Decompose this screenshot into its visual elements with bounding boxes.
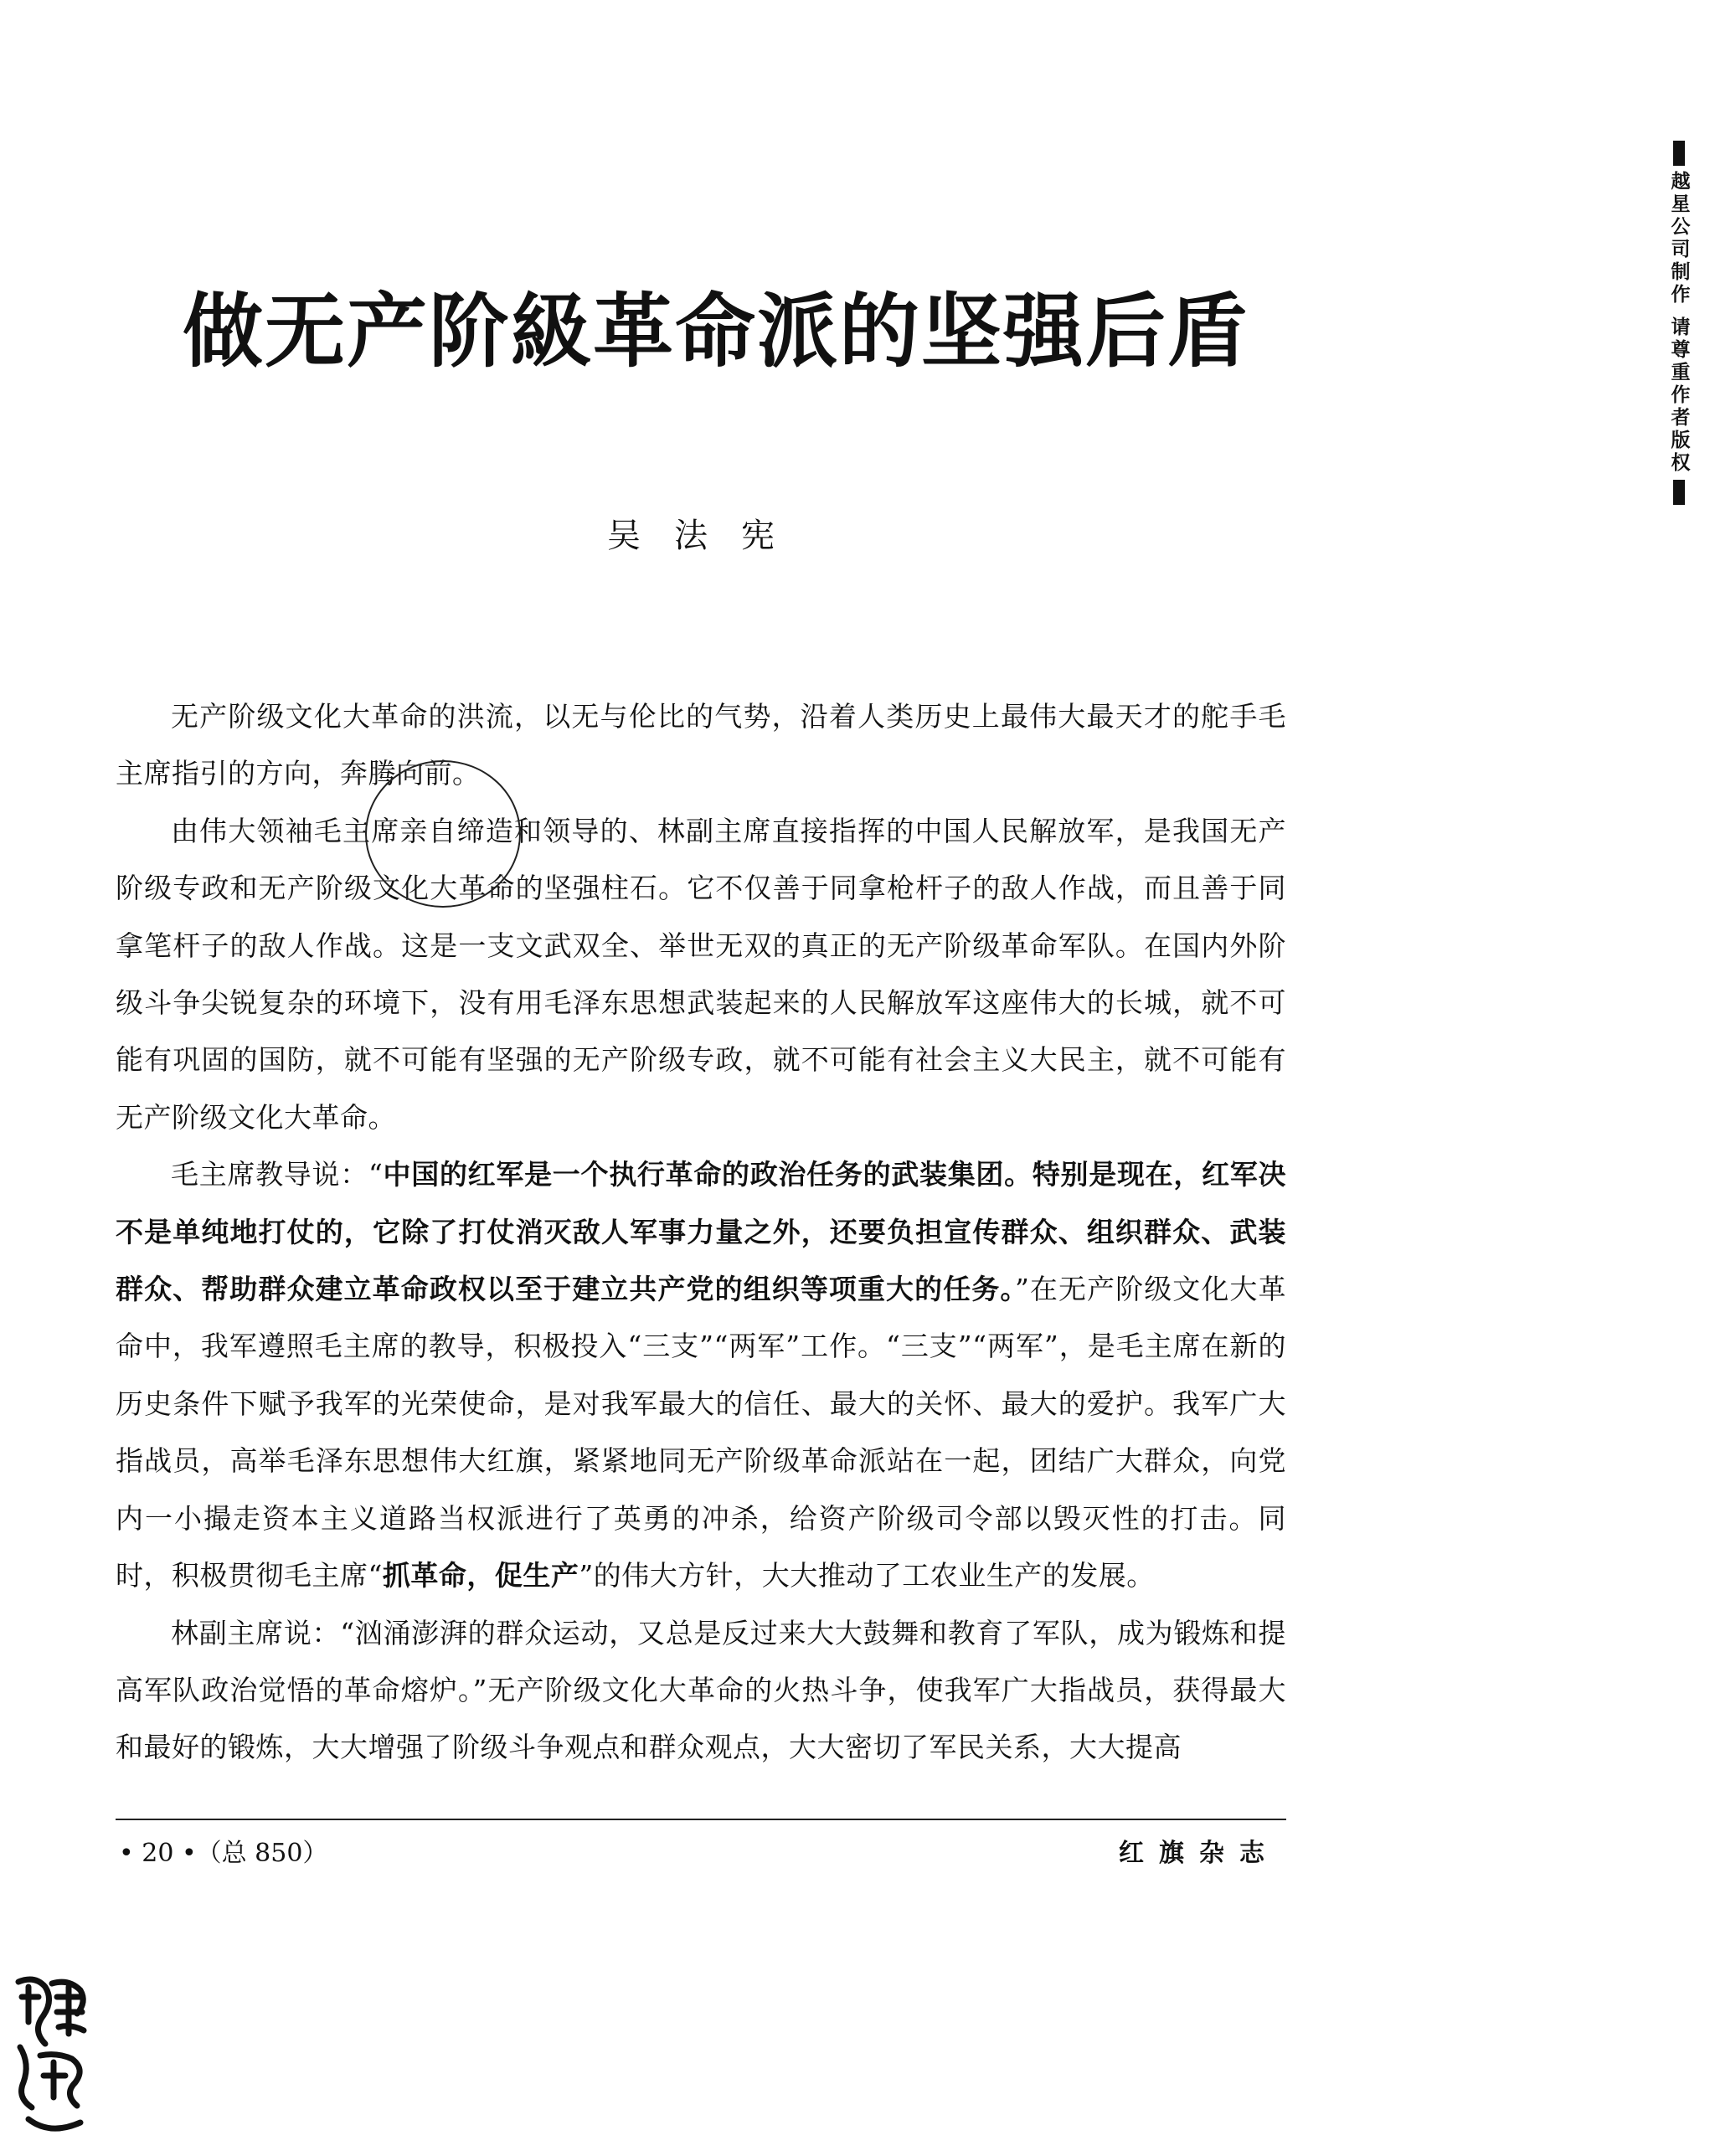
paragraph-1: 无产阶级文化大革命的洪流，以无与伦比的气势，沿着人类历史上最伟大最天才的舵手毛主席指引的方向，奔腾向前。: [116, 700, 1286, 790]
side-copyright-notice: [1662, 141, 1696, 505]
side-bar-bottom: [1673, 480, 1685, 505]
footer-rule: [116, 1819, 1286, 1820]
handwritten-circle-mark: [365, 760, 521, 908]
paragraph-4: 林副主席说：“汹涌澎湃的群众运动，又总是反过来大大鼓舞和教育了军队，成为锻炼和提高军队政治觉悟的革命熔炉。”无产阶级文化大革命的火热斗争，使我军广大指战员，获得最大和最好的锻炼，大大增强了阶级斗争观点和群众观点，大大密切了军民关系，大大提高: [116, 1616, 1286, 1764]
journal-name: 红旗杂志: [1119, 1839, 1280, 1868]
mao-quote: 中国的红军是一个执行革命的政治任务的武装集团。特别是现在，红军决不是单纯地打仗的，它除了打仗消灭敌人军事力量之外，还要负担宣传群众、组织群众、武装群众、帮助群众建立革命政权以至于建立共产党的组织等项重大的任务。: [116, 1158, 1287, 1306]
side-bar-top: [1673, 141, 1685, 166]
article-body: [116, 688, 1286, 1777]
paragraph-3-middle: ”在无产阶级文化大革命中，我军遵照毛主席的教导，积极投入“三支”“两军”工作。“三支”“两军”，是毛主席在新的历史条件下赋予我军的光荣使命，是对我军最大的信任、最大的关怀、最大的爱护。我军广大指战员，高举毛泽东思想伟大红旗，紧紧地同无产阶级革命派站在一起，团结广大群众，向党内一小撮走资本主义道路当权派进行了英勇的冲杀，给资产阶级司令部以毁灭性的打击。同时，积极贯彻毛主席“: [116, 1273, 1287, 1593]
slogan: 抓革命，促生产: [382, 1559, 579, 1593]
paragraph-3: [116, 1146, 1286, 1604]
article-author: 吴法宪: [607, 517, 808, 555]
page-number: • 20 •（总 850）: [119, 1839, 328, 1868]
article-title: 做无产阶級革命派的坚强后盾: [183, 284, 1249, 378]
paragraph-3-end: ”的伟大方针，大大推动了工农业生产的发展。: [579, 1559, 1155, 1593]
side-notice-text: 越星公司制作 请尊重作者版权: [1667, 171, 1690, 476]
paragraph-2: 由伟大领袖毛主席亲自缔造和领导的、林副主席直接指挥的中国人民解放军，是我国无产阶级专政和无产阶级文化大革命的坚强柱石。它不仅善于同拿枪杆子的敌人作战，而且善于同拿笔杆子的敌人作战。这是一支文武双全、举世无双的真正的无产阶级革命军队。在国内外阶级斗争尖锐复杂的环境下，没有用毛泽东思想武装起来的人民解放军这座伟大的长城，就不可能有巩固的国防，就不可能有坚强的无产阶级专政，就不可能有社会主义大民主，就不可能有无产阶级文化大革命。: [116, 814, 1286, 1134]
paragraph-3-lead: 毛主席教导说：“: [171, 1158, 384, 1191]
seal-icon: [10, 1972, 94, 2139]
